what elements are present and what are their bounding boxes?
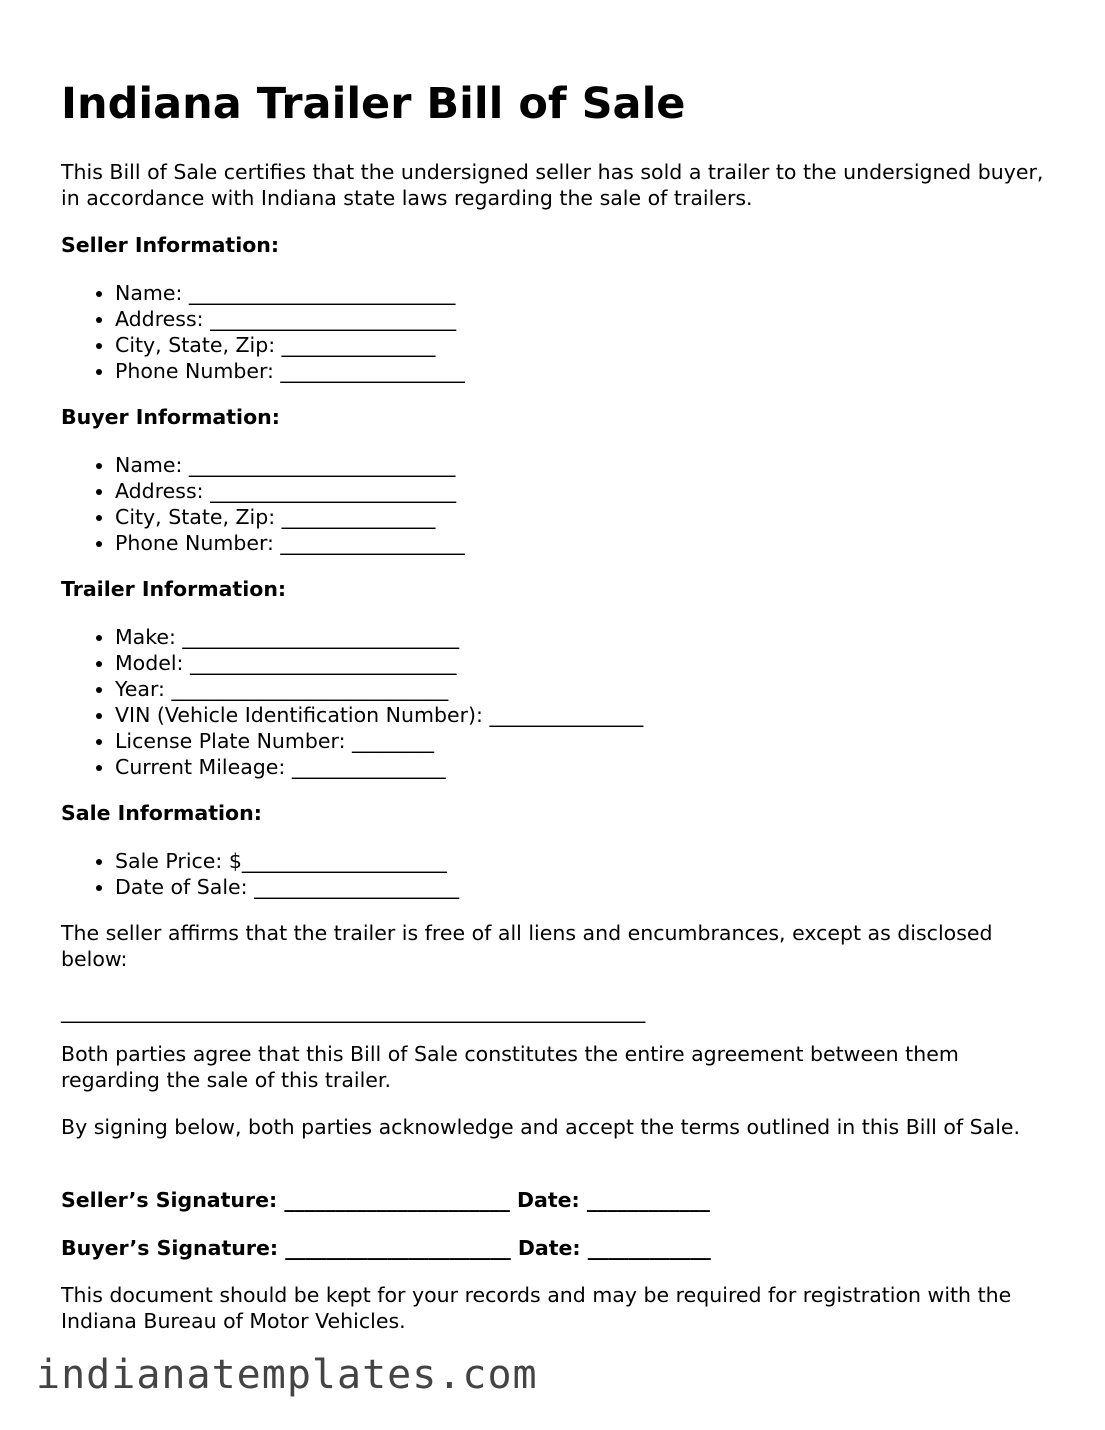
liens-paragraph: The seller affirms that the trailer is free of all liens and encumbrances, except as disclosed below:	[61, 921, 993, 971]
buyer-list	[61, 452, 1105, 556]
trailer-license-plate-field[interactable]: • License Plate Number: ________	[115, 728, 1105, 754]
acknowledge-paragraph: By signing below, both parties acknowledge and accept the terms outlined in this Bill of Sale.	[61, 1115, 1021, 1139]
liens-disclosure-line[interactable]: _________________________________________________________	[61, 999, 646, 1023]
trailer-year-field[interactable]: • Year: ___________________________	[115, 676, 1105, 702]
trailer-mileage-field[interactable]: • Current Mileage: _______________	[115, 754, 1105, 780]
seller-city-state-zip-field[interactable]: • City, State, Zip: _______________	[115, 332, 1105, 358]
sale-price-field[interactable]: • Sale Price: $____________________	[115, 848, 1105, 874]
buyer-address-field[interactable]: • Address: ________________________	[115, 478, 1105, 504]
trailer-vin-field[interactable]: • VIN (Vehicle Identification Number): _______________	[115, 702, 1105, 728]
buyer-phone-field[interactable]: • Phone Number: __________________	[115, 530, 1105, 556]
trailer-make-field[interactable]: • Make: ___________________________	[115, 624, 1105, 650]
buyer-signature-line[interactable]: Buyer’s Signature: ______________________ Date: ____________	[61, 1236, 711, 1260]
trailer-list	[61, 624, 1105, 780]
sale-heading: Sale Information:	[61, 801, 262, 825]
agreement-paragraph: Both parties agree that this Bill of Sale constitutes the entire agreement between them regarding the sale of this trailer.	[61, 1042, 959, 1092]
buyer-heading: Buyer Information:	[61, 405, 280, 429]
buyer-city-state-zip-field[interactable]: • City, State, Zip: _______________	[115, 504, 1105, 530]
seller-list	[61, 280, 1105, 384]
sale-date-field[interactable]: • Date of Sale: ____________________	[115, 874, 1105, 900]
buyer-name-field[interactable]: • Name: __________________________	[115, 452, 1105, 478]
seller-phone-field[interactable]: • Phone Number: __________________	[115, 358, 1105, 384]
sale-list	[61, 848, 1105, 900]
trailer-model-field[interactable]: • Model: __________________________	[115, 650, 1105, 676]
seller-heading: Seller Information:	[61, 233, 280, 257]
seller-signature-line[interactable]: Seller’s Signature: ______________________ Date: ____________	[61, 1188, 710, 1212]
records-paragraph: This document should be kept for your records and may be required for registration with the Indiana Bureau of Motor Vehicles.	[61, 1283, 1012, 1333]
seller-address-field[interactable]: • Address: ________________________	[115, 306, 1105, 332]
intro-paragraph: This Bill of Sale certifies that the undersigned seller has sold a trailer to the undersigned buyer, in accordance with Indiana state laws regarding the sale of trailers.	[61, 160, 1044, 210]
document-title: Indiana Trailer Bill of Sale	[61, 79, 686, 129]
trailer-heading: Trailer Information:	[61, 577, 287, 601]
watermark: indianatemplates.com	[36, 1352, 538, 1398]
seller-name-field[interactable]: • Name: __________________________	[115, 280, 1105, 306]
